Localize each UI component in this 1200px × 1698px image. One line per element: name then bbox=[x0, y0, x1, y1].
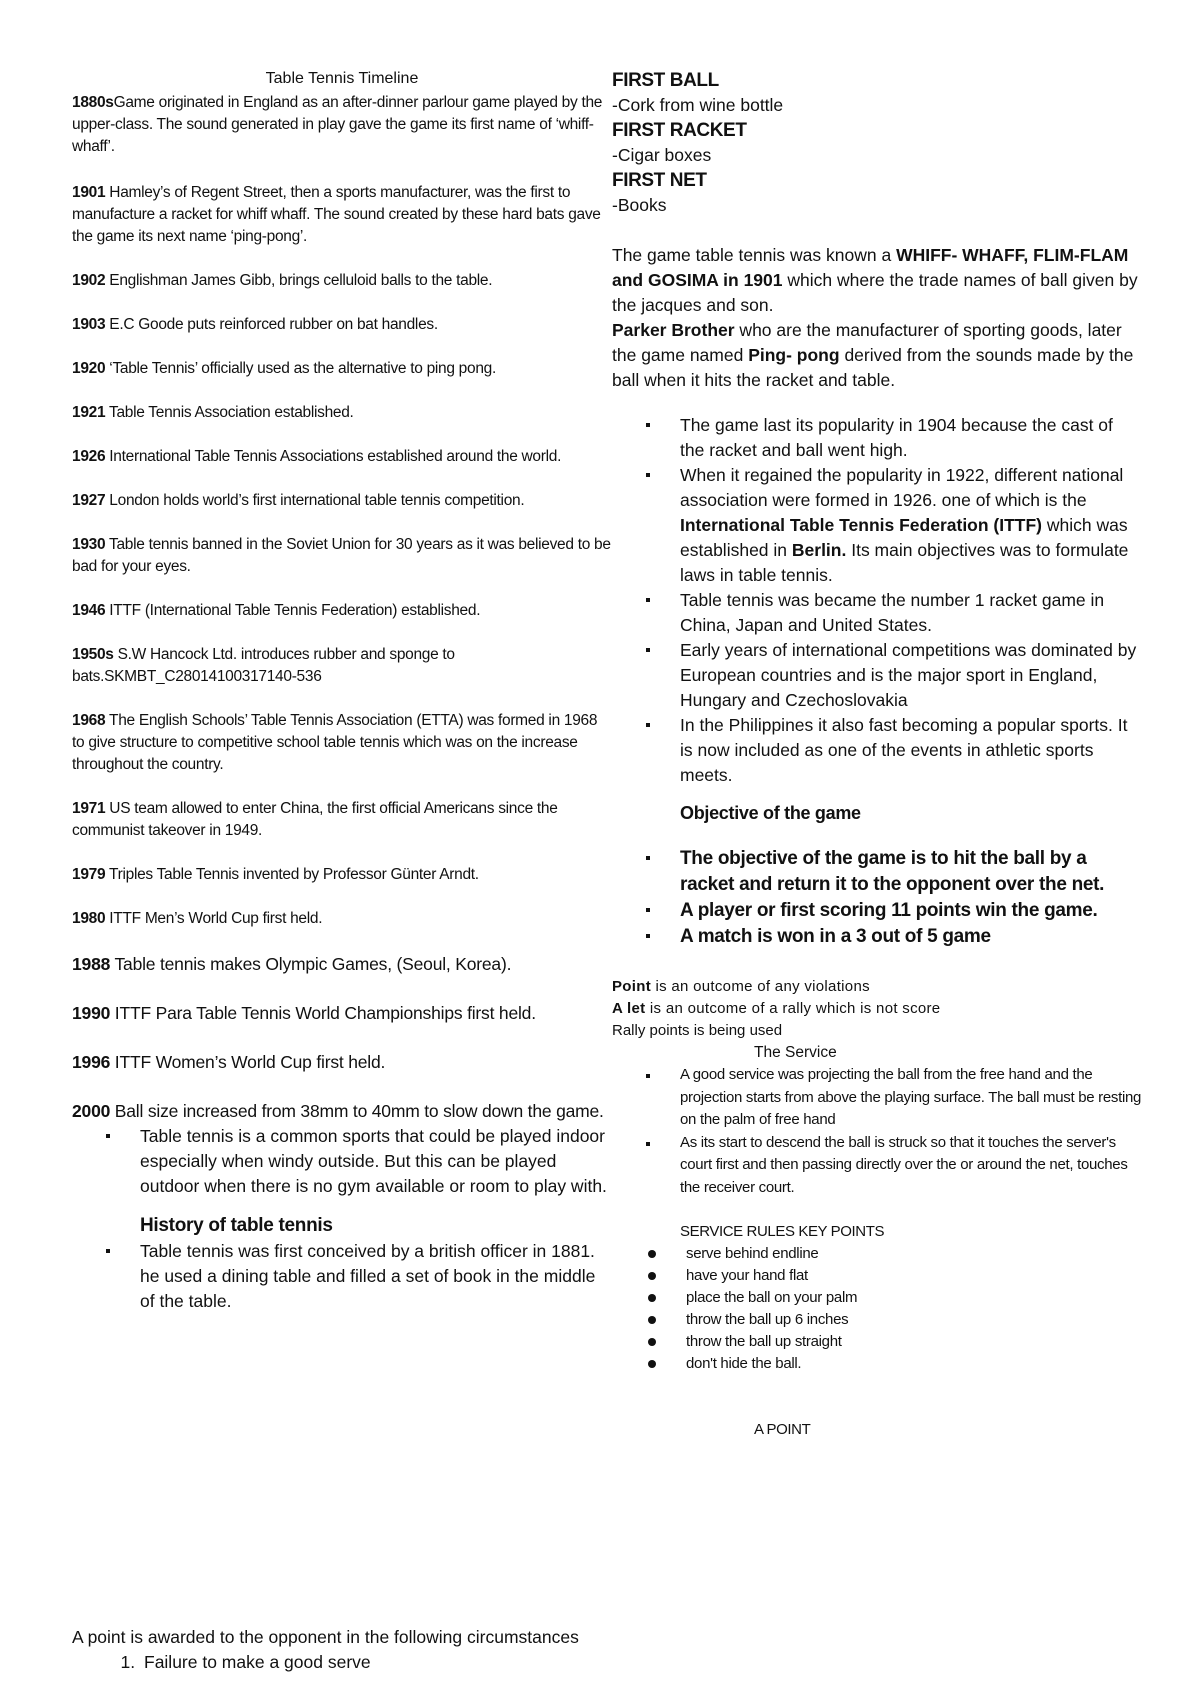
bottom-section bbox=[72, 1625, 632, 1675]
list-item: The game last its popularity in 1904 because the cast of the racket and ball went high. bbox=[680, 413, 1142, 463]
list-item: The objective of the game is to hit the ball by a racket and return it to the opponent over the net. bbox=[680, 846, 1142, 898]
numbered-list bbox=[72, 1650, 632, 1675]
parker-paragraph: Parker Brother who are the manufacturer of sporting goods, later the game named Ping- pong derived from the sounds made by the ball when it hits the racket and table. bbox=[612, 320, 1134, 390]
timeline-entry: 1988 Table tennis makes Olympic Games, (Seoul, Korea). bbox=[72, 954, 512, 974]
timeline-entry: 1903 E.C Goode puts reinforced rubber on bat handles. bbox=[72, 316, 438, 333]
list-item: Table tennis was first conceived by a british officer in 1881. he used a dining table and filled a set of book in the middle of the table. bbox=[140, 1239, 612, 1314]
timeline-entry: 1979 Triples Table Tennis invented by Professor Günter Arndt. bbox=[72, 866, 479, 883]
first-ball-text: -Cork from wine bottle bbox=[612, 95, 784, 115]
list-item: throw the ball up 6 inches bbox=[686, 1309, 1142, 1331]
service-bullet-list bbox=[612, 1064, 1142, 1199]
objective-heading: Objective of the game bbox=[680, 803, 861, 823]
list-item: In the Philippines it also fast becoming a popular sports. It is now included as one of the events in athletic sports meets. bbox=[680, 713, 1142, 788]
timeline-entry: 1902 Englishman James Gibb, brings celluloid balls to the table. bbox=[72, 272, 493, 289]
known-as-paragraph: The game table tennis was known a WHIFF- WHAFF, FLIM-FLAM and GOSIMA in 1901 which where the trade names of ball given by the jacques and son. bbox=[612, 245, 1138, 315]
point-definition: Point is an outcome of any violations bbox=[612, 978, 870, 995]
list-item: Table tennis is a common sports that could be played indoor especially when windy outside. But this can be played outdoor when there is no gym available or room to play with. bbox=[140, 1124, 612, 1199]
rally-text: Rally points is being used bbox=[612, 1022, 783, 1039]
list-item: Early years of international competitions was dominated by European countries and is the major sport in England, Hungary and Czechoslovakia bbox=[680, 638, 1142, 713]
timeline-entry: 1926 International Table Tennis Associations established around the world. bbox=[72, 448, 562, 465]
list-item: A good service was projecting the ball from the free hand and the projection starts from above the playing surface. The ball must be resting on the palm of free hand bbox=[680, 1064, 1142, 1132]
let-definition: A let is an outcome of a rally which is not score bbox=[612, 1000, 941, 1017]
right-column bbox=[612, 68, 1142, 1441]
list-item: Table tennis was became the number 1 racket game in China, Japan and United States. bbox=[680, 588, 1142, 638]
timeline-entry: 1968 The English Schools’ Table Tennis Association (ETTA) was formed in 1968 to give structure to competitive school table tennis which was on the increase throughout the country. bbox=[72, 712, 598, 773]
timeline-entry: 1901 Hamley’s of Regent Street, then a sports manufacturer, was the first to manufacture a racket for whiff whaff. The sound created by these hard bats gave the game its next name ‘ping-pong’. bbox=[72, 184, 601, 245]
first-ball-label: FIRST BALL bbox=[612, 70, 719, 91]
first-racket-label: FIRST RACKET bbox=[612, 120, 747, 141]
first-racket-text: -Cigar boxes bbox=[612, 145, 712, 165]
history-heading: History of table tennis bbox=[140, 1215, 333, 1236]
bullet-list bbox=[72, 1239, 612, 1314]
point-awarded-intro: A point is awarded to the opponent in the following circumstances bbox=[72, 1627, 579, 1647]
timeline-entry: 1980 ITTF Men’s World Cup first held. bbox=[72, 910, 323, 927]
bullet-list bbox=[72, 1124, 612, 1199]
timeline-entry: 1971 US team allowed to enter China, the first official Americans since the communist takeover in 1949. bbox=[72, 800, 558, 839]
service-heading: The Service bbox=[754, 1044, 837, 1061]
timeline-entry: 1930 Table tennis banned in the Soviet Union for 30 years as it was believed to be bad for your eyes. bbox=[72, 536, 611, 575]
timeline-entry: 1950s S.W Hancock Ltd. introduces rubber and sponge to bats.SKMBT_C28014100317140-536 bbox=[72, 646, 455, 685]
list-item: have your hand flat bbox=[686, 1265, 1142, 1287]
first-net-text: -Books bbox=[612, 195, 667, 215]
list-item: When it regained the popularity in 1922, different national association were formed in 1926. one of which is the International Table Tennis Federation (ITTF) which was established in Berlin. Its main objectives was to formulate laws in table tennis. bbox=[680, 463, 1142, 588]
service-rules-list bbox=[612, 1243, 1142, 1375]
list-item: throw the ball up straight bbox=[686, 1331, 1142, 1353]
timeline-title: Table Tennis Timeline bbox=[265, 70, 419, 87]
timeline-entry: 1990 ITTF Para Table Tennis World Championships first held. bbox=[72, 1003, 536, 1023]
list-item: As its start to descend the ball is struck so that it touches the server's court first and then passing directly over the or around the net, touches the receiver court. bbox=[680, 1132, 1142, 1200]
list-item: don't hide the ball. bbox=[686, 1353, 1142, 1375]
timeline-entry: 1946 ITTF (International Table Tennis Federation) established. bbox=[72, 602, 481, 619]
timeline-entry: 1880sGame originated in England as an after-dinner parlour game played by the upper-class. The sound generated in play gave the game its first name of ‘whiff-whaff’. bbox=[72, 94, 603, 155]
timeline-entry: 1921 Table Tennis Association established. bbox=[72, 404, 354, 421]
history-bullet-list bbox=[612, 413, 1142, 788]
timeline-entry: 1920 ‘Table Tennis’ officially used as the alternative to ping pong. bbox=[72, 360, 496, 377]
timeline-entry: 1996 ITTF Women’s World Cup first held. bbox=[72, 1052, 386, 1072]
timeline-entry: 1927 London holds world’s first international table tennis competition. bbox=[72, 492, 525, 509]
a-point-heading: A POINT bbox=[754, 1421, 811, 1438]
timeline-entry: 2000 Ball size increased from 38mm to 40mm to slow down the game. bbox=[72, 1101, 604, 1121]
left-column bbox=[72, 68, 612, 1314]
list-item: serve behind endline bbox=[686, 1243, 1142, 1265]
objective-bullet-list bbox=[612, 846, 1142, 950]
list-item: place the ball on your palm bbox=[686, 1287, 1142, 1309]
list-item: A player or first scoring 11 points win the game. bbox=[680, 898, 1142, 924]
list-item: A match is won in a 3 out of 5 game bbox=[680, 924, 1142, 950]
first-net-label: FIRST NET bbox=[612, 170, 707, 191]
list-item: 1. Failure to make a good serve bbox=[140, 1650, 632, 1675]
service-rules-heading: SERVICE RULES KEY POINTS bbox=[680, 1223, 885, 1240]
